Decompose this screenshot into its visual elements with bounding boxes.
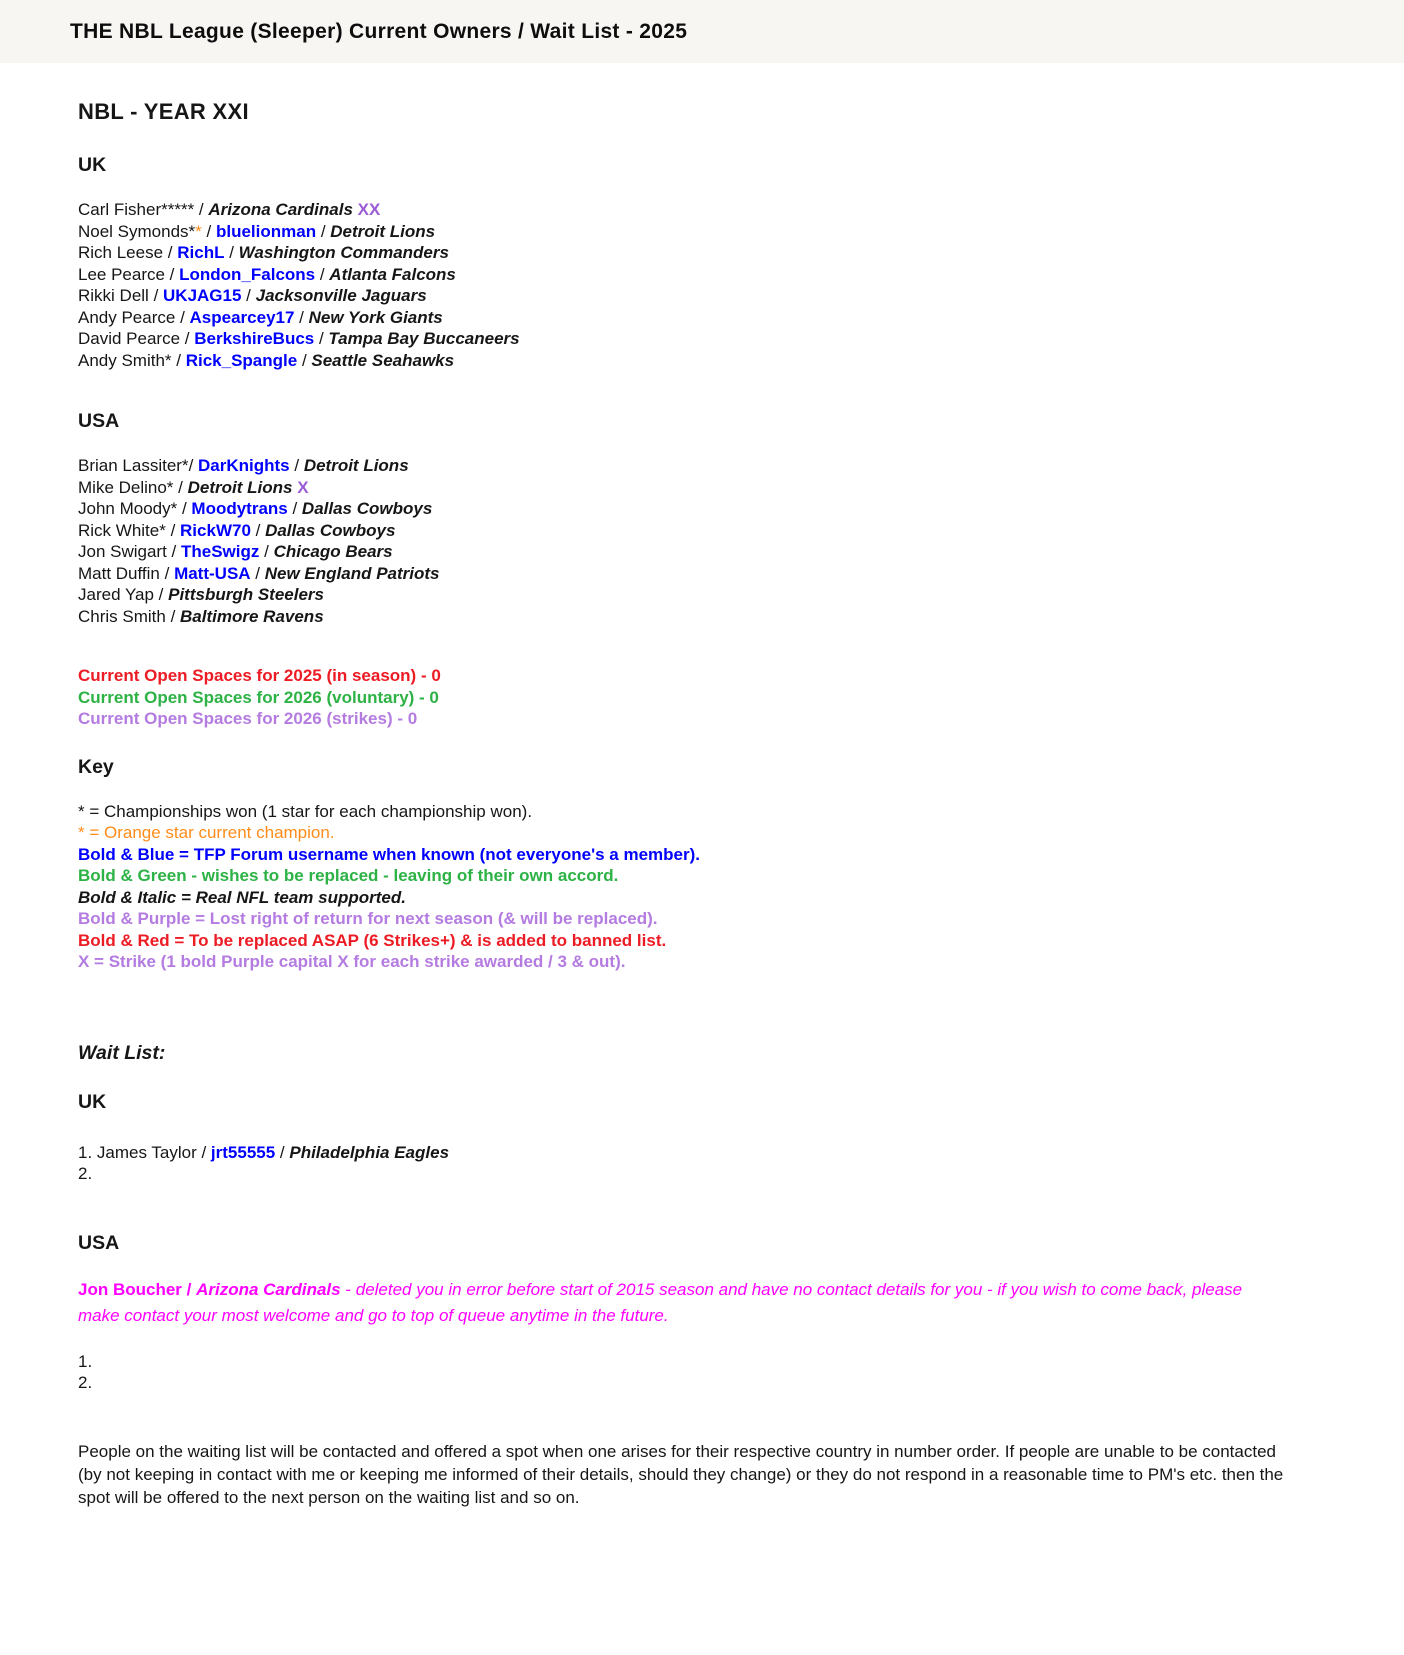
nfl-team: Philadelphia Eagles bbox=[289, 1142, 450, 1162]
owner-line bbox=[78, 563, 1326, 585]
nfl-team: Dallas Cowboys bbox=[301, 499, 433, 518]
owner-name: John Moody* bbox=[78, 499, 178, 518]
forum-username: London_Falcons bbox=[179, 264, 316, 284]
key-legend-line bbox=[78, 951, 1326, 973]
wait-list-entry bbox=[78, 1351, 1326, 1373]
owner-name: Lee Pearce bbox=[78, 264, 165, 284]
owner-name: Andy Smith* bbox=[78, 350, 172, 370]
owner-line bbox=[78, 498, 1326, 520]
wait-list-entry bbox=[78, 1142, 1326, 1164]
owner-name: Brian Lassiter* bbox=[78, 456, 189, 475]
text-segment: / bbox=[294, 307, 309, 327]
text-segment: / bbox=[250, 563, 265, 583]
owner-name: Rich Leese bbox=[78, 243, 164, 262]
owner-name: Rikki Dell bbox=[78, 286, 149, 305]
forum-username: Rick_Spangle bbox=[185, 350, 298, 370]
nfl-team: Detroit Lions bbox=[187, 477, 293, 497]
nfl-team: Chicago Bears bbox=[273, 542, 393, 561]
strike-marker: X bbox=[297, 477, 309, 497]
owner-name: Rick White* bbox=[78, 520, 166, 540]
owner-name: Matt Duffin bbox=[78, 563, 160, 583]
key-legend-line bbox=[78, 865, 1326, 887]
nfl-team: New York Giants bbox=[308, 307, 443, 327]
owner-name: Jared Yap bbox=[78, 585, 154, 604]
text-segment: / bbox=[177, 499, 192, 518]
owner-line bbox=[78, 584, 1326, 606]
owner-name: Jon Boucher / bbox=[78, 1279, 197, 1299]
owner-line bbox=[78, 328, 1326, 350]
text-segment: 2. bbox=[78, 1164, 93, 1183]
text-segment: / bbox=[259, 542, 274, 561]
text-segment: / bbox=[164, 264, 180, 284]
key-legend-line bbox=[78, 887, 1326, 909]
text-segment: / bbox=[194, 200, 209, 219]
text-segment: Bold & Italic = Real NFL team supported. bbox=[78, 887, 406, 907]
text-segment: / bbox=[180, 329, 195, 348]
text-segment: / bbox=[153, 585, 169, 604]
text-segment: / bbox=[175, 307, 190, 327]
forum-username: Moodytrans bbox=[191, 499, 288, 518]
forum-username: BerkshireBucs bbox=[194, 329, 315, 348]
header-bar bbox=[0, 0, 1404, 63]
forum-username: Aspearcey17 bbox=[189, 307, 295, 327]
text-segment: / bbox=[166, 542, 181, 561]
uk-owner-list bbox=[78, 199, 1326, 371]
forum-username: TheSwigz bbox=[181, 542, 260, 561]
owner-name: Noel Symonds* bbox=[78, 221, 196, 241]
nfl-team: Arizona Cardinals bbox=[208, 200, 353, 219]
text-segment: / bbox=[148, 286, 164, 305]
owner-line bbox=[78, 264, 1326, 286]
text-segment: / bbox=[201, 221, 216, 241]
forum-username: UKJAG15 bbox=[163, 286, 242, 305]
nfl-team: Dallas Cowboys bbox=[265, 520, 396, 540]
nfl-team: Pittsburgh Steelers bbox=[168, 585, 324, 604]
owner-line bbox=[78, 242, 1326, 264]
text-segment: Bold & Blue = TFP Forum username when known (not everyone's a member). bbox=[78, 844, 700, 864]
wait-list-usa-note bbox=[78, 1277, 1288, 1329]
owner-line bbox=[78, 520, 1326, 542]
text-segment: X = Strike (1 bold Purple capital X for each strike awarded / 3 & out). bbox=[78, 952, 626, 971]
wait-list-name: 1. James Taylor bbox=[78, 1142, 197, 1162]
nfl-team: Atlanta Falcons bbox=[329, 264, 456, 284]
nfl-team: Seattle Seahawks bbox=[311, 350, 455, 370]
owner-line bbox=[78, 455, 1326, 477]
page-title: NBL - YEAR XXI bbox=[78, 99, 249, 124]
key-section-heading: Key bbox=[78, 755, 114, 778]
text-segment: * = Championships won (1 star for each championship won). bbox=[78, 801, 533, 821]
nfl-team: Jacksonville Jaguars bbox=[255, 286, 427, 305]
owner-name: Carl Fisher***** bbox=[78, 200, 195, 219]
open-spaces-2026-voluntary: Current Open Spaces for 2026 (voluntary) - 0 bbox=[78, 687, 439, 707]
owner-line bbox=[78, 606, 1326, 628]
forum-username: jrt55555 bbox=[210, 1142, 276, 1162]
owner-line bbox=[78, 199, 1326, 221]
owner-name: Andy Pearce bbox=[78, 307, 176, 327]
uk-section-heading: UK bbox=[78, 154, 107, 176]
owner-name: David Pearce bbox=[78, 329, 181, 348]
nfl-team: Arizona Cardinals bbox=[196, 1279, 341, 1299]
text-segment: / bbox=[224, 243, 239, 262]
nfl-team: Tampa Bay Buccaneers bbox=[328, 329, 520, 348]
text-segment: / bbox=[159, 563, 175, 583]
forum-username: Matt-USA bbox=[174, 563, 251, 583]
text-segment: / bbox=[250, 520, 266, 540]
nfl-team: Baltimore Ravens bbox=[180, 606, 324, 626]
text-segment: / bbox=[171, 350, 186, 370]
key-legend-list bbox=[78, 801, 1326, 973]
owner-line bbox=[78, 307, 1326, 329]
open-spaces-block bbox=[78, 665, 1326, 730]
owner-line bbox=[78, 350, 1326, 372]
text-segment: 2. bbox=[78, 1373, 93, 1392]
owner-line bbox=[78, 541, 1326, 563]
open-spaces-line bbox=[78, 665, 1326, 687]
forum-username: bluelionman bbox=[215, 221, 317, 241]
strike-marker: XX bbox=[357, 200, 381, 219]
text-segment: / bbox=[241, 286, 256, 305]
text-segment: / bbox=[173, 477, 188, 497]
owner-name: Chris Smith bbox=[78, 606, 166, 626]
nfl-team: Detroit Lions bbox=[330, 221, 436, 241]
text-segment: / bbox=[188, 456, 199, 475]
open-spaces-line bbox=[78, 687, 1326, 709]
text-segment: / bbox=[297, 350, 312, 370]
forum-username: RickW70 bbox=[180, 520, 251, 540]
key-legend-line bbox=[78, 801, 1326, 823]
champion-star: * bbox=[195, 221, 202, 241]
wait-list-uk-heading: UK bbox=[78, 1090, 107, 1113]
text-segment: / bbox=[196, 1142, 211, 1162]
key-legend-line bbox=[78, 844, 1326, 866]
text-segment: / bbox=[316, 221, 331, 241]
text-segment: / bbox=[289, 456, 304, 475]
key-legend-line bbox=[78, 930, 1326, 952]
text-segment: Bold & Red = To be replaced ASAP (6 Strikes+) & is added to banned list. bbox=[78, 930, 667, 950]
usa-owner-list bbox=[78, 455, 1326, 627]
text-segment: / bbox=[165, 520, 181, 540]
usa-section-heading: USA bbox=[78, 410, 120, 432]
forum-username: RichL bbox=[177, 243, 225, 262]
wait-list-usa-entries bbox=[78, 1351, 1326, 1394]
text-segment: deleted you in error before start of 2015 season and have no contact details for you - if you wish to come back, please make contact your most welcome and go to top of queue anytime in the future. bbox=[78, 1279, 1243, 1325]
key-legend-line bbox=[78, 908, 1326, 930]
open-spaces-line bbox=[78, 708, 1326, 730]
owner-name: Jon Swigart bbox=[78, 542, 167, 561]
wait-list-entry bbox=[78, 1372, 1326, 1394]
owner-line bbox=[78, 285, 1326, 307]
header-title: THE NBL League (Sleeper) Current Owners / Wait List - 2025 bbox=[70, 19, 688, 43]
text-segment: Bold & Purple = Lost right of return for next season (& will be replaced). bbox=[78, 909, 658, 928]
wait-list-usa-heading: USA bbox=[78, 1231, 120, 1254]
text-segment: * = Orange star current champion. bbox=[78, 823, 335, 842]
footer-note: People on the waiting list will be contacted and offered a spot when one arises for their respective country in number order. If people are unable to be contacted (by not keeping in contact with me or keeping me informed of their details, should they change) or they do not respond in a reasonable time to PM's etc. then the spot will be offered to the next person on the waiting list and so on. bbox=[78, 1441, 1284, 1507]
text-segment: - bbox=[340, 1279, 356, 1299]
nfl-team: New England Patriots bbox=[264, 563, 440, 583]
owner-name: Mike Delino* bbox=[78, 477, 174, 497]
open-spaces-2026-strikes: Current Open Spaces for 2026 (strikes) - 0 bbox=[78, 709, 418, 728]
open-spaces-2025: Current Open Spaces for 2025 (in season) - 0 bbox=[78, 666, 441, 685]
text-segment: / bbox=[275, 1142, 290, 1162]
text-segment: Bold & Green - wishes to be replaced - leaving of their own accord. bbox=[78, 866, 619, 885]
nfl-team: Detroit Lions bbox=[303, 456, 409, 475]
page-body bbox=[0, 99, 1404, 1629]
text-segment: 1. bbox=[78, 1351, 93, 1371]
key-legend-line bbox=[78, 822, 1326, 844]
text-segment: / bbox=[314, 329, 329, 348]
forum-username: DarKnights bbox=[198, 456, 290, 475]
owner-line bbox=[78, 221, 1326, 243]
owner-line bbox=[78, 477, 1326, 499]
text-segment: / bbox=[315, 264, 330, 284]
text-segment: / bbox=[287, 499, 302, 518]
wait-list-uk-entries bbox=[78, 1142, 1326, 1185]
wait-list-entry bbox=[78, 1163, 1326, 1185]
text-segment: / bbox=[165, 606, 181, 626]
nfl-team: Washington Commanders bbox=[238, 243, 449, 262]
text-segment: / bbox=[163, 243, 178, 262]
wait-list-heading: Wait List: bbox=[78, 1041, 166, 1064]
